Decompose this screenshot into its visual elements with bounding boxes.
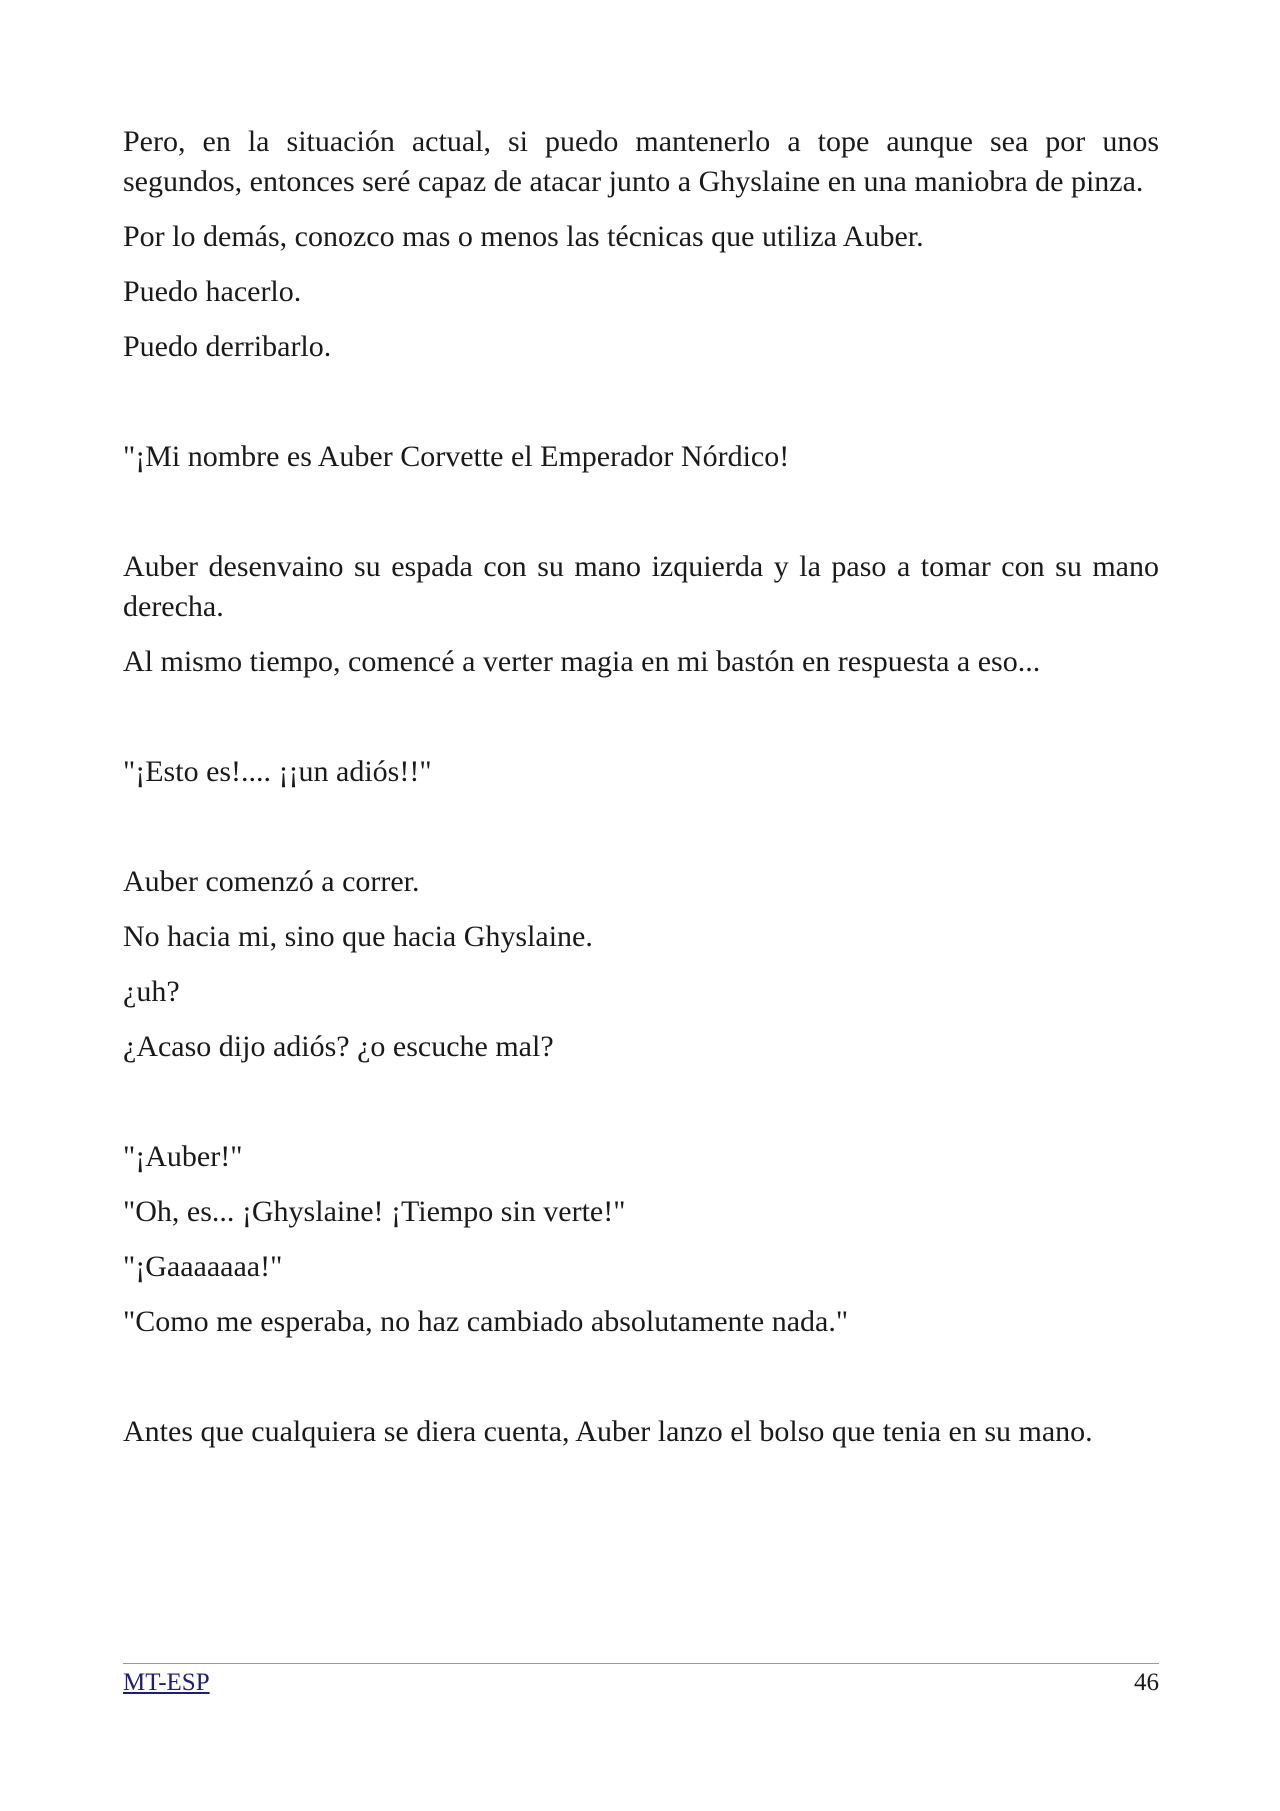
- section-gap: [123, 807, 1159, 862]
- paragraph: Auber comenzó a correr.: [123, 865, 420, 898]
- dialogue-line: "Como me esperaba, no haz cambiado absolutamente nada.": [123, 1305, 849, 1338]
- section-gap: [123, 697, 1159, 752]
- page-number: 46: [1134, 1669, 1159, 1696]
- page-footer: [123, 1663, 1159, 1698]
- paragraph: No hacia mi, sino que hacia Ghyslaine.: [123, 920, 593, 953]
- paragraph: Puedo derribarlo.: [123, 330, 332, 363]
- dialogue-line: "¡Auber!": [123, 1140, 243, 1173]
- paragraph: Al mismo tiempo, comencé a verter magia en mi bastón en respuesta a eso...: [123, 645, 1041, 678]
- dialogue-line: "Oh, es... ¡Ghyslaine! ¡Tiempo sin verte!": [123, 1195, 626, 1228]
- paragraph: ¿Acaso dijo adiós? ¿o escuche mal?: [123, 1030, 554, 1063]
- dialogue-line: "¡Esto es!.... ¡¡un adiós!!": [123, 755, 432, 788]
- dialogue-line: "¡Gaaaaaaa!": [123, 1250, 283, 1283]
- paragraph: Antes que cualquiera se diera cuenta, Auber lanzo el bolso que tenia en su mano.: [123, 1415, 1093, 1448]
- section-gap: [123, 382, 1159, 437]
- dialogue-line: "¡Mi nombre es Auber Corvette el Emperador Nórdico!: [123, 440, 790, 473]
- paragraph: Puedo hacerlo.: [123, 275, 302, 308]
- footer-source-link[interactable]: MT-ESP: [123, 1669, 210, 1696]
- section-gap: [123, 492, 1159, 547]
- paragraph: Por lo demás, conozco mas o menos las técnicas que utiliza Auber.: [123, 220, 924, 253]
- section-gap: [123, 1082, 1159, 1137]
- paragraph: Pero, en la situación actual, si puedo mantenerlo a tope aunque sea por unos segundos, entonces seré capaz de atacar junto a Ghyslaine en una maniobra de pinza.: [123, 125, 1159, 198]
- paragraph: ¿uh?: [123, 975, 180, 1008]
- paragraph: Auber desenvaino su espada con su mano izquierda y la paso a tomar con su mano derecha.: [123, 550, 1159, 623]
- section-gap: [123, 1357, 1159, 1412]
- page-body: [123, 122, 1159, 1467]
